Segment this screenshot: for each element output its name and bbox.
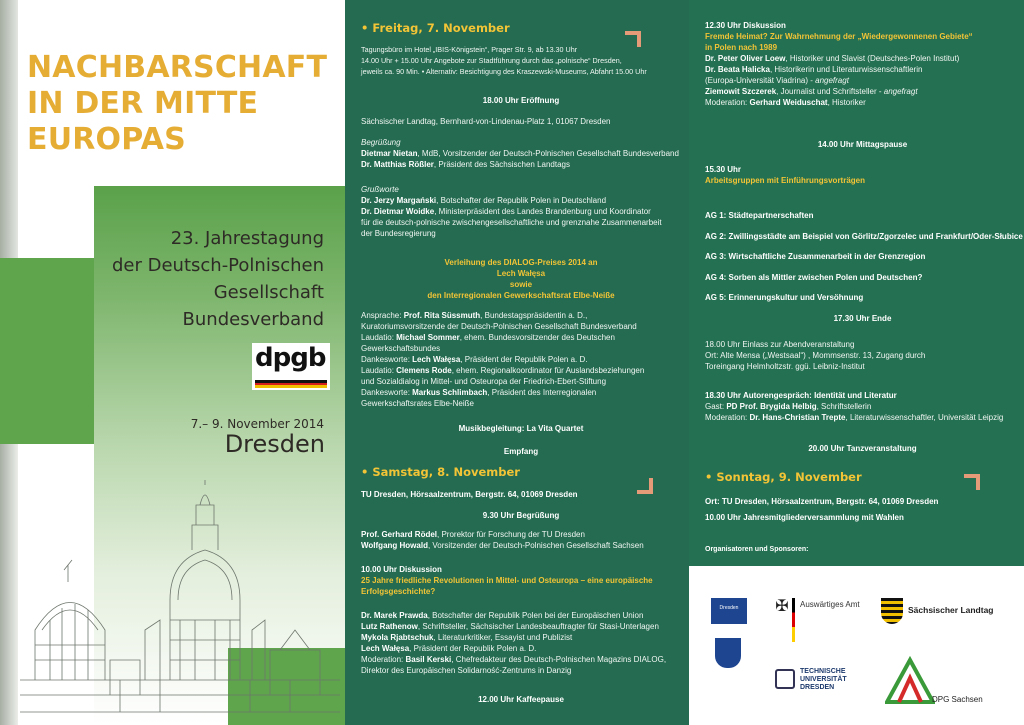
speaker-role: , Prorektor für Forschung der TU Dresden [437, 530, 585, 539]
speech-label: Dankesworte: [361, 355, 413, 364]
discussion-title: Erfolgsgeschichte? [361, 587, 436, 596]
speaker-role: , Präsident des Sächsischen Landtags [433, 160, 570, 169]
speaker-name: Basil Kerski [405, 655, 452, 664]
status-note: angefragt [815, 76, 849, 85]
discussion-time: 10.00 Uhr Diskussion [361, 565, 442, 574]
speaker-role: und Sozialdialog in Mittel- und Osteuropa der Friedrich-Ebert-Stiftung [361, 377, 607, 386]
friday-intro-line: Tagungsbüro im Hotel „IBIS-Königstein“, Prager Str. 9, ab 13.30 Uhr [361, 45, 578, 54]
saturday-welcome [361, 529, 689, 551]
author-talk-title: 18.30 Uhr Autorengespräch: Identität und Literatur [705, 391, 897, 400]
eagle-icon: ✠ [775, 598, 789, 615]
speech-row [361, 365, 689, 376]
workshop-item: AG 1: Städtepartnerschaften [705, 211, 814, 220]
speaker-role: , ehem. Bundesvorsitzender des Deutschen Gewerkschaftsbundes [361, 333, 615, 353]
dpgb-logo [252, 343, 330, 390]
dpgb-logo-text: dpgb [255, 343, 326, 373]
saturday-heading: • Samstag, 8. November [361, 465, 520, 479]
opening-time: 18.00 Uhr Eröffnung [482, 96, 560, 105]
speaker-role: , Literaturkritiker, Essayist und Publizist [433, 633, 573, 642]
subtitle-line: Gesellschaft [213, 282, 324, 303]
friday-intro-line: 14.00 Uhr + 15.00 Uhr Angebote zur Stadtführung durch das „polnische“ Dresden, [361, 56, 622, 65]
dresden-logo-text: Dresden [719, 605, 739, 611]
organizers-text: Organisatoren und Sponsoren: [705, 546, 809, 553]
speaker-role: für die deutsch-polnische zwischengesellschaftliche und grenznahe Zusammenarbeit [361, 218, 662, 227]
friday-speeches [361, 310, 689, 409]
speaker-role: , Journalist und Schriftsteller - [776, 87, 884, 96]
speaker-role: , Literaturwissenschaftler, Universität Leipzig [845, 413, 1004, 422]
speaker-name: Mykola Rjabtschuk [361, 633, 434, 642]
workshop-time: 15.30 Uhr [705, 165, 742, 174]
saturday-panelists [361, 610, 689, 676]
landtag-text: Sächsischer Landtag [908, 605, 994, 615]
friday-intro-line: jeweils ca. 90 Min. • Alternativ: Besichtigung des Kraszewski-Museums, Abfahrt 15.00 Uhr [361, 67, 647, 76]
speaker-name: PD Prof. Brygida Helbig [726, 402, 817, 411]
german-flag-bar-icon [792, 598, 795, 642]
workshop-item: AG 3: Wirtschaftliche Zusammenarbeit in der Grenzregion [705, 252, 926, 261]
saturday-place [361, 489, 681, 500]
speaker-role: , Chefredakteur des Deutsch-Polnischen Magazins DIALOG, [451, 655, 667, 664]
cover-panel [0, 0, 345, 725]
tu-line: TECHNISCHE [800, 668, 846, 675]
speaker-role: , Schriftsteller, Sächsischer Landesbeauftragter für Stasi-Unterlagen [417, 622, 659, 631]
prize-line: den Interregionalen Gewerkschaftsrat Elbe-Neiße [427, 291, 615, 300]
speaker-name: Prof. Rita Süssmuth [403, 311, 481, 320]
speaker-role: , ehem. Regionalkoordinator für Auslandsbeziehungen [451, 366, 645, 375]
speaker-name: Michael Sommer [396, 333, 460, 342]
saturday-welcome-time [361, 510, 681, 521]
speaker-name: Dr. Hans-Christian Trepte [749, 413, 846, 422]
sunday-place [705, 496, 1020, 507]
speaker-name: Dr. Peter Oliver Loew [705, 54, 786, 63]
moderation-label: Moderation: [705, 413, 750, 422]
friday-heading: • Freitag, 7. November [361, 21, 510, 35]
speaker-name: Dr. Dietmar Woidke [361, 207, 435, 216]
flag-stripes-icon [255, 380, 327, 388]
dresden-crest-icon [715, 638, 741, 668]
speaker-role: , Historikerin und Literaturwissenschaftlerin [769, 65, 923, 74]
sunday-meeting-text: 10.00 Uhr Jahresmitgliederversammlung mit Wahlen [705, 513, 904, 522]
tu-line: UNIVERSITÄT [800, 676, 847, 683]
speaker-role: Gewerkschaftsrates Elbe-Neiße [361, 399, 474, 408]
speaker-role: , Präsident des Interregionalen [487, 388, 597, 397]
prize-line: sowie [509, 280, 533, 289]
dresden-logo [711, 598, 747, 624]
speaker-role: , Botschafter der Republik Polen bei der Europäischen Union [427, 611, 644, 620]
discussion-time: 12.30 Uhr Diskussion [705, 21, 786, 30]
grusswort-label: Grußworte [361, 185, 399, 194]
moderation-label: Moderation: [361, 655, 406, 664]
speech-row [361, 332, 689, 354]
prize-line: Lech Wałęsa [496, 269, 546, 278]
workshop-item: AG 5: Erinnerungskultur und Versöhnung [705, 293, 864, 302]
saturday-discussion-2 [705, 20, 1020, 108]
tu-dresden-text [800, 668, 847, 692]
speech-label: Laudatio: [361, 333, 397, 342]
speaker-name: Ziemowit Szczerek [705, 87, 777, 96]
music-line [361, 423, 681, 434]
friday-opening-time [361, 95, 681, 106]
event-title [27, 50, 327, 158]
dresden-skyline-drawing [20, 480, 340, 720]
speaker-role: , Historiker und Slavist (Deutsches-Polen Institut) [785, 54, 960, 63]
speech-label: Dankesworte: [361, 388, 413, 397]
speaker-name: Clemens Rode [396, 366, 452, 375]
workshops-header [705, 164, 1020, 186]
speaker-name: Dietmar Nietan [361, 149, 418, 158]
sunday-meeting [705, 512, 1020, 523]
event-date: 7.– 9. November 2014 [190, 417, 324, 431]
coffee-text: 12.00 Uhr Kaffeepause [478, 695, 564, 704]
speaker-name: Dr. Marek Prawda [361, 611, 428, 620]
dance-line [705, 443, 1020, 454]
workshop-list [705, 206, 1024, 309]
speaker-role: , Botschafter der Republik Polen in Deutschland [436, 196, 607, 205]
event-city: Dresden [224, 430, 325, 458]
event-title-line: EUROPAS [27, 122, 186, 157]
discussion-title: in Polen nach 1989 [705, 43, 778, 52]
workshop-item: AG 4: Sorben als Mittler zwischen Polen und Deutschen? [705, 272, 923, 282]
speaker-name: Lech Wałęsa [412, 355, 461, 364]
lunch-text: 14.00 Uhr Mittagspause [817, 140, 908, 149]
friday-intro [361, 44, 681, 77]
subtitle-line: Bundesverband [182, 309, 324, 330]
speech-row [361, 321, 689, 332]
friday-opening-place: Sächsischer Landtag, Bernhard-von-Lindenau-Platz 1, 01067 Dresden [361, 117, 611, 126]
speaker-role: , Schriftstellerin [816, 402, 872, 411]
decor-strip-top [0, 0, 18, 258]
reception: Empfang [503, 447, 539, 456]
decor-strip-bottom [0, 444, 18, 725]
evening-line: Ort: Alte Mensa („Westsaal“) , Mommsenstr. 13, Zugang durch [705, 351, 926, 360]
discussion-title: Fremde Heimat? Zur Wahrnehmung der „Wiedergewonnenen Gebiete“ [705, 32, 973, 41]
speaker-name: Prof. Gerhard Rödel [361, 530, 438, 539]
speaker-role: , Bundestagspräsidentin a. D., [480, 311, 588, 320]
greeting-label: Begrüßung [361, 138, 401, 147]
moderation-label: Moderation: [705, 98, 750, 107]
friday-greetings [361, 137, 681, 170]
speaker-role: Kuratoriumsvorsitzende der Deutsch-Polnischen Gesellschaft Bundesverband [361, 322, 637, 331]
author-talk [705, 390, 1024, 423]
speaker-role: der Bundesregierung [361, 229, 436, 238]
speaker-role: (Europa-Universität Viadrina) - [705, 76, 816, 85]
dance-text: 20.00 Uhr Tanzveranstaltung [808, 444, 917, 453]
saturday-discussion [361, 564, 681, 597]
speaker-role: , Historiker [827, 98, 866, 107]
speech-row [361, 376, 689, 387]
sunday-place-text: Ort: TU Dresden, Hörsaalzentrum, Bergstr. 64, 01069 Dresden [705, 497, 939, 506]
discussion-title: 25 Jahre friedliche Revolutionen in Mittel- und Osteuropa – eine europäische [361, 576, 653, 585]
prize-announcement [361, 257, 681, 301]
lunch-break [705, 139, 1020, 150]
speaker-name: Dr. Matthias Rößler [361, 160, 434, 169]
event-subtitle [64, 225, 324, 333]
speaker-role: , Vorsitzender der Deutsch-Polnischen Gesellschaft Sachsen [427, 541, 644, 550]
speaker-name: Markus Schlimbach [412, 388, 488, 397]
event-title-line: NACHBARSCHAFT [27, 50, 328, 85]
organizers-label [705, 544, 1020, 555]
dpg-sachsen-mark-icon [885, 656, 935, 704]
speech-row [361, 387, 689, 398]
speaker-role: Direktor des Europäischen Solidarność-Zentrums in Danzig [361, 666, 572, 675]
evening-line: Toreingang Helmholtzstr. ggü. Leibniz-Institut [705, 362, 865, 371]
subtitle-line: der Deutsch-Polnischen [111, 255, 324, 276]
speaker-name: Lutz Rathenow [361, 622, 418, 631]
corner-mark-icon [964, 474, 980, 490]
friday-grussworte [361, 184, 689, 239]
program-panel-friday-saturday [345, 0, 689, 725]
speech-row [361, 398, 689, 409]
prize-line: Verleihung des DIALOG-Preises 2014 an [444, 258, 598, 267]
speech-row [361, 354, 689, 365]
speaker-role: , Ministerpräsident des Landes Brandenburg und Koordinator [434, 207, 651, 216]
reception-line [361, 446, 681, 457]
speaker-name: Gerhard Weiduschat [749, 98, 828, 107]
subtitle-line: 23. Jahrestagung [170, 228, 324, 249]
workshop-title: Arbeitsgruppen mit Einführungsvorträgen [705, 176, 866, 185]
saxony-crest-icon [881, 598, 903, 624]
event-title-line: IN DER MITTE [27, 86, 259, 121]
music: Musikbegleitung: La Vita Quartet [458, 424, 584, 433]
sunday-heading: • Sonntag, 9. November [705, 470, 862, 484]
auswaertiges-amt-text: Auswärtiges Amt [800, 600, 860, 609]
speech-label: Laudatio: [361, 366, 397, 375]
speaker-role: , Präsident der Republik Polen a. D. [409, 644, 537, 653]
speech-row [361, 310, 689, 321]
dpg-sachsen-text: DPG Sachsen [932, 695, 983, 704]
end-line [705, 313, 1020, 324]
saturday-place-text: TU Dresden, Hörsaalzentrum, Bergstr. 64, 01069 Dresden [361, 490, 578, 499]
speaker-role: , MdB, Vorsitzender der Deutsch-Polnischen Gesellschaft Bundesverband [417, 149, 679, 158]
tu-line: DRESDEN [800, 684, 835, 691]
status-note: angefragt [883, 87, 918, 96]
evening-line: 18.00 Uhr Einlass zur Abendveranstaltung [705, 340, 855, 349]
tu-dresden-mark-icon [775, 669, 795, 689]
speaker-name: Lech Wałęsa [361, 644, 410, 653]
speech-label: Ansprache: [361, 311, 404, 320]
workshop-item: AG 2: Zwillingsstädte am Beispiel von Görlitz/Zgorzelec und Frankfurt/Oder-Słubice [705, 231, 1023, 241]
guest-label: Gast: [705, 402, 727, 411]
speaker-name: Dr. Jerzy Margański [361, 196, 437, 205]
evening-info [705, 339, 1020, 372]
end-text: 17.30 Uhr Ende [833, 314, 892, 323]
coffee-break [361, 694, 681, 705]
speaker-name: Wolfgang Howald [361, 541, 428, 550]
welcome-time: 9.30 Uhr Begrüßung [482, 511, 560, 520]
speaker-role: , Präsident der Republik Polen a. D. [460, 355, 588, 364]
speaker-name: Dr. Beata Halicka [705, 65, 770, 74]
